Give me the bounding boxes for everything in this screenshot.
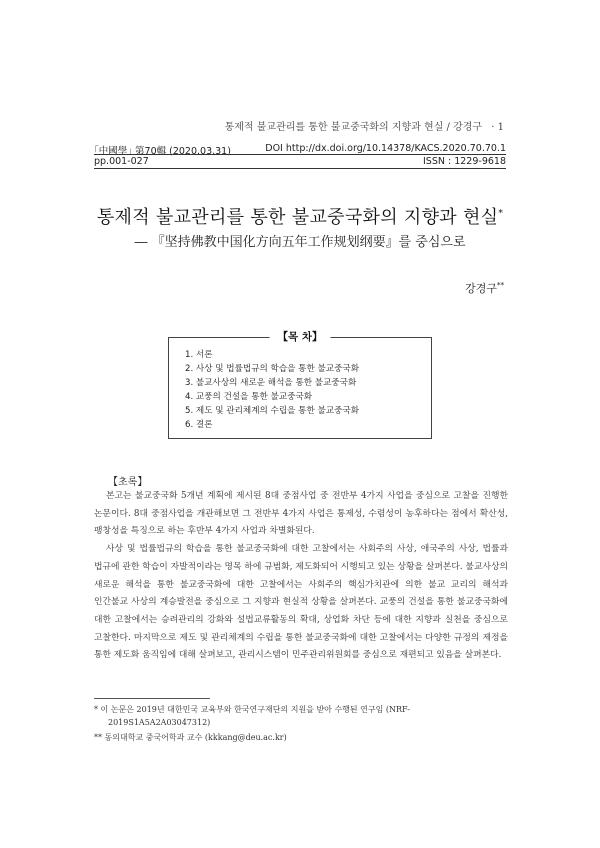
- journal-info-divider-1: [94, 154, 506, 155]
- abstract: [94, 488, 508, 665]
- toc-item: 4. 교풍의 건설을 통한 불교중국화: [185, 392, 313, 402]
- journal-info-line-2: [94, 156, 506, 167]
- abstract-paragraph: 본고는 불교중국화 5개년 계획에 제시된 8대 중점사업 중 전반부 4가지 사업을 중심으로 고찰을 진행한 논문이다. 8대 중점사업을 개관해보면 그 전반부 4가지 사업은 통제성, 수렴성이 농후하다는 점에서 확산성, 팽창성을 특징으로 하는 후반부 4가지 사업과 차별화된다.: [94, 491, 508, 537]
- toc-list: [185, 348, 359, 432]
- page-range: pp.001-027: [94, 156, 149, 167]
- paper-subtitle: ― 『坚持佛教中国化方向五年工作规划纲要』를 중심으로: [134, 235, 466, 250]
- title-footnote-mark[interactable]: *: [498, 209, 504, 219]
- toc-item: 3. 불교사상의 새로운 해석을 통한 불교중국화: [185, 378, 357, 388]
- abstract-paragraph: 사상 및 법률법규의 학습을 통한 불교중국화에 대한 고찰에서는 사회주의 사상, 애국주의 사상, 법률과 법규에 관한 학습이 자발적이라는 명목 하에 규범화, 제도화되어 시행되고 있는 상황을 살펴본다. 불교사상의 새로운 해석을 통한 불교중국화에 대한 고찰에서는 사회주의 핵심가치관에 의한 불교 교리의 해석과 인간불교 사상의 계승발전을 중심으로 그 지향과 현실적 상황을 살펴본다. 교풍의 건설을 통한 불교중국화에 대한 고찰에서는 승려관리의 강화와 설법교류활동의 확대, 상업화 차단 등에 대한 지향과 실천을 중심으로 고찰한다. 마지막으로 제도 및 관리체계의 수립을 통한 불교중국화에 대한 고찰에서는 다양한 규정의 제정을 통한 제도화 움직임에 대해 살펴보고, 관리시스템이 민주관리위원회를 중심으로 재편되고 있음을 살펴본다.: [94, 544, 508, 661]
- issn: ISSN : 1229-9618: [423, 156, 506, 167]
- author: [465, 280, 504, 296]
- toc-item: 6. 결론: [185, 420, 213, 430]
- author-footnote-mark[interactable]: **: [497, 281, 504, 290]
- footnote-author-affiliation: ** 동의대학교 중국어학과 교수 (kkkang@deu.ac.kr): [94, 733, 287, 742]
- footnote-funding: * 이 논문은 2019년 대한민국 교육부와 한국연구재단의 지원을 받아 수행된 연구임 (NRF-2019S1A5A2A03047312): [94, 705, 410, 727]
- author-name: 강경구: [465, 282, 497, 295]
- toc-item: 1. 서론: [185, 350, 213, 360]
- footnotes: [94, 704, 508, 748]
- running-header-text: 통제적 불교관리를 통한 불교중국화의 지향과 현실 / 강경구: [224, 122, 483, 133]
- paper-title-text: 통제적 불교관리를 통한 불교중국화의 지향과 현실: [96, 207, 499, 228]
- table-of-contents: [168, 331, 432, 439]
- toc-item: 5. 제도 및 관리체계의 수립을 통한 불교중국화: [185, 406, 360, 416]
- toc-item: 2. 사상 및 법률법규의 학습을 통한 불교중국화: [185, 364, 360, 374]
- paper-title: [0, 203, 600, 229]
- journal-info-divider-2: [94, 168, 506, 169]
- toc-title: 【목 차】: [270, 329, 331, 344]
- doi-link[interactable]: DOI http://dx.doi.org/10.14378/KACS.2020.70.70.1: [265, 143, 506, 154]
- abstract-heading: 【초록】: [108, 477, 148, 488]
- running-header: [225, 118, 504, 133]
- page-number: · 1: [491, 122, 504, 133]
- footnote-divider: [94, 698, 210, 699]
- journal-name-volume: ｢中國學｣ 第70輯 (2020.03.31): [94, 146, 231, 157]
